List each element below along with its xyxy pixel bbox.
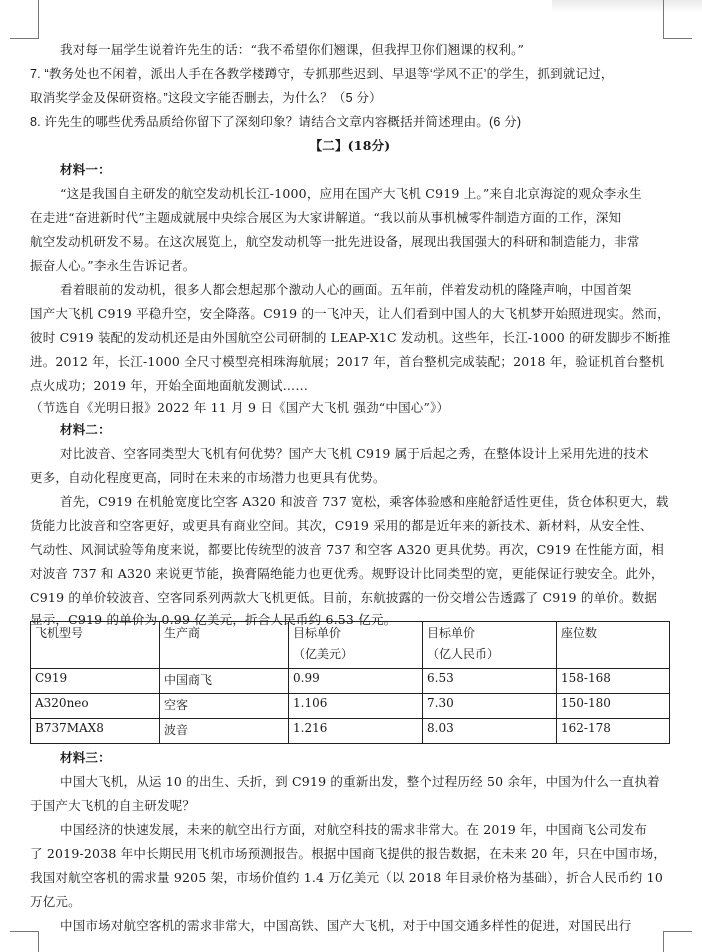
material-1-p2-line-4: 进。2012 年，长江-1000 全尺寸模型亮相珠海航展；2017 年，首台整机完成装配；2018 年，验证机首台整机 [30,354,665,369]
table-cell: C919 [31,669,160,694]
material-1-p2-line-1: 看着眼前的发动机，很多人都会想起那个激动人心的画面。五年前，伴着发动机的隆隆声响，中国首架 [60,282,632,297]
material-1-p1-line-3: 航空发动机研发不易。在这次展览上，航空发动机等一批先进设备，展现出我国强大的科研和制造能力，非常 [30,234,640,249]
table-row [31,694,670,719]
material-2-p2-line-2: 货能力比波音和空客更好，或更具有商业空间。其次，C919 采用的都是近年来的新技术、新材料，从安全性、 [30,518,653,533]
table-row [31,669,670,694]
material-1-p1-line-2: 在走进“奋进新时代”主题成就展中央综合展区为大家讲解道。“我以前从事机械零件制造方面的工作，深知 [30,210,622,225]
table-cell: 空客 [160,694,289,719]
aircraft-price-table [30,621,670,744]
material-1-p1-line-1: “这是我国自主研发的航空发动机长江-1000，应用在国产大飞机 C919 上。”来自北京海淀的观众李永生 [60,186,642,201]
material-3-title: 材料三： [60,750,111,765]
material-1-p2-line-5: 点火成功；2019 年，开始全面地面航发测试…… [30,378,309,393]
table-cell: 7.30 [423,694,557,719]
material-3-p2-line-4: 万亿元。 [30,894,81,909]
table-cell: A320neo [31,694,160,719]
table-cell: 158-168 [557,669,670,694]
material-1-p2-line-2: 国产大飞机 C919 平稳升空，安全降落。C919 的一飞冲天，让人们看到中国人的大飞机梦开始照进现实。然而， [30,306,670,321]
material-2-p2-line-6: 显示，C919 的单价为 0.99 亿美元，折合人民币约 6.53 亿元。 [30,612,397,627]
table-cell: B737MAX8 [31,719,160,744]
material-2-p2-line-4: 对波音 737 和 A320 来说更节能，换膏隔绝能力也更优秀。规野设计比同类型的宽，更能保证行驶安全。此外， [30,566,664,581]
material-2-p2-line-5: C919 的单价较波音、空客同系列两款大飞机更低。目前，东航披露的一份交增公告透露了 C919 的单价。数据 [30,590,658,605]
table-cell: 162-178 [557,719,670,744]
table-cell: 1.216 [289,719,423,744]
table-row [31,719,670,744]
material-2-p2-line-1: 首先，C919 在机舱宽度比空客 A320 和波音 737 宽松，乘客体验感和座舱舒适性更佳，货仓体积更大，载 [60,494,669,509]
material-3-p3-line-1: 中国市场对航空客机的需求非常大，中国高铁、国产大飞机，对于中国交通多样性的促进，对国民出行 [60,918,632,933]
material-1-p2-line-3: 彼时 C919 装配的发动机还是由外国航空公司研制的 LEAP-X1C 发动机。这些年，长江-1000 的研发脚步不断推 [30,330,671,345]
material-1-title: 材料一： [60,162,111,177]
question-8: 8. 许先生的哪些优秀品质给你留下了深刻印象？请结合文章内容概括并简述理由。(6 分) [30,115,522,129]
material-2-p1-line-2: 更多，自动化程度更高，同时在未来的市场潜力也更具有优势。 [30,470,386,485]
material-2-p2-line-3: 气动性、风洞试验等角度来说，都要比传统型的波音 737 和空客 A320 更具优势。再次，C919 在性能方面，相 [30,542,664,557]
material-3-p2-line-3: 我国对航空客机的需求量 9205 架，市场价值约 1.4 万亿美元（以 2018 年目录价格为基础），折合人民币约 10 [30,870,663,885]
table-cell: 0.99 [289,669,423,694]
material-2-title: 材料二： [60,422,111,437]
table-cell: 150-180 [557,694,670,719]
material-1-source: （节选自《光明日报》2022 年 11 月 9 日《国产大飞机 强劲“中国心”》） [30,400,450,415]
question-7-line-1: 7. “教务处也不闲着，派出人手在各教学楼蹲守，专抓那些迟到、早退等‘学风不正’的学生，抓到就记过， [30,67,614,81]
table-header-cell: 座位数 [557,622,670,669]
crop-mark-top-right [663,0,692,39]
table-cell: 1.106 [289,694,423,719]
material-2-p1-line-1: 对比波音、空客同类型大飞机有何优势？国产大飞机 C919 属于后起之秀，在整体设计上采用先进的技术 [60,446,649,461]
table-header-cell: 目标单价 （亿人民币） [423,622,557,669]
material-3-p1-line-1: 中国大飞机，从运 10 的出生、夭折，到 C919 的重新出发，整个过程历经 50 余年，中国为什么一直执着 [60,774,660,789]
material-3-p2-line-2: 了 2019-2038 年中长期民用飞机市场预测报告。根据中国商飞提供的报告数据，在未来 20 年，只在中国市场， [30,846,667,861]
table-header-row [31,622,670,669]
material-3-p2-line-1: 中国经济的快速发展，未来的航空出行方面，对航空科技的需求非常大。在 2019 年，中国商飞公司发布 [60,822,648,837]
crop-mark-bottom-left [10,931,39,952]
section-title: 【二】(18分) [309,138,391,153]
question-7-line-2: 取消奖学金及保研资格。”这段文字能否删去，为什么？（5 分） [30,91,382,105]
table-cell: 6.53 [423,669,557,694]
table-cell: 中国商飞 [160,669,289,694]
table-header-cell: 目标单价 （亿美元） [289,622,423,669]
material-1-p1-line-4: 振奋人心。”李永生告诉记者。 [30,258,196,273]
quote-line: 我对每一届学生说着许先生的话：“我不希望你们翘课，但我捍卫你们翘课的权利。” [60,42,525,57]
table-cell: 波音 [160,719,289,744]
table-header-cell: 飞机型号 [31,622,160,669]
crop-mark-top-left [10,0,39,39]
table-cell: 8.03 [423,719,557,744]
table-header-cell: 生产商 [160,622,289,669]
crop-mark-bottom-right [663,931,692,952]
material-3-p1-line-2: 于国产大飞机的自主研发呢？ [30,798,196,813]
